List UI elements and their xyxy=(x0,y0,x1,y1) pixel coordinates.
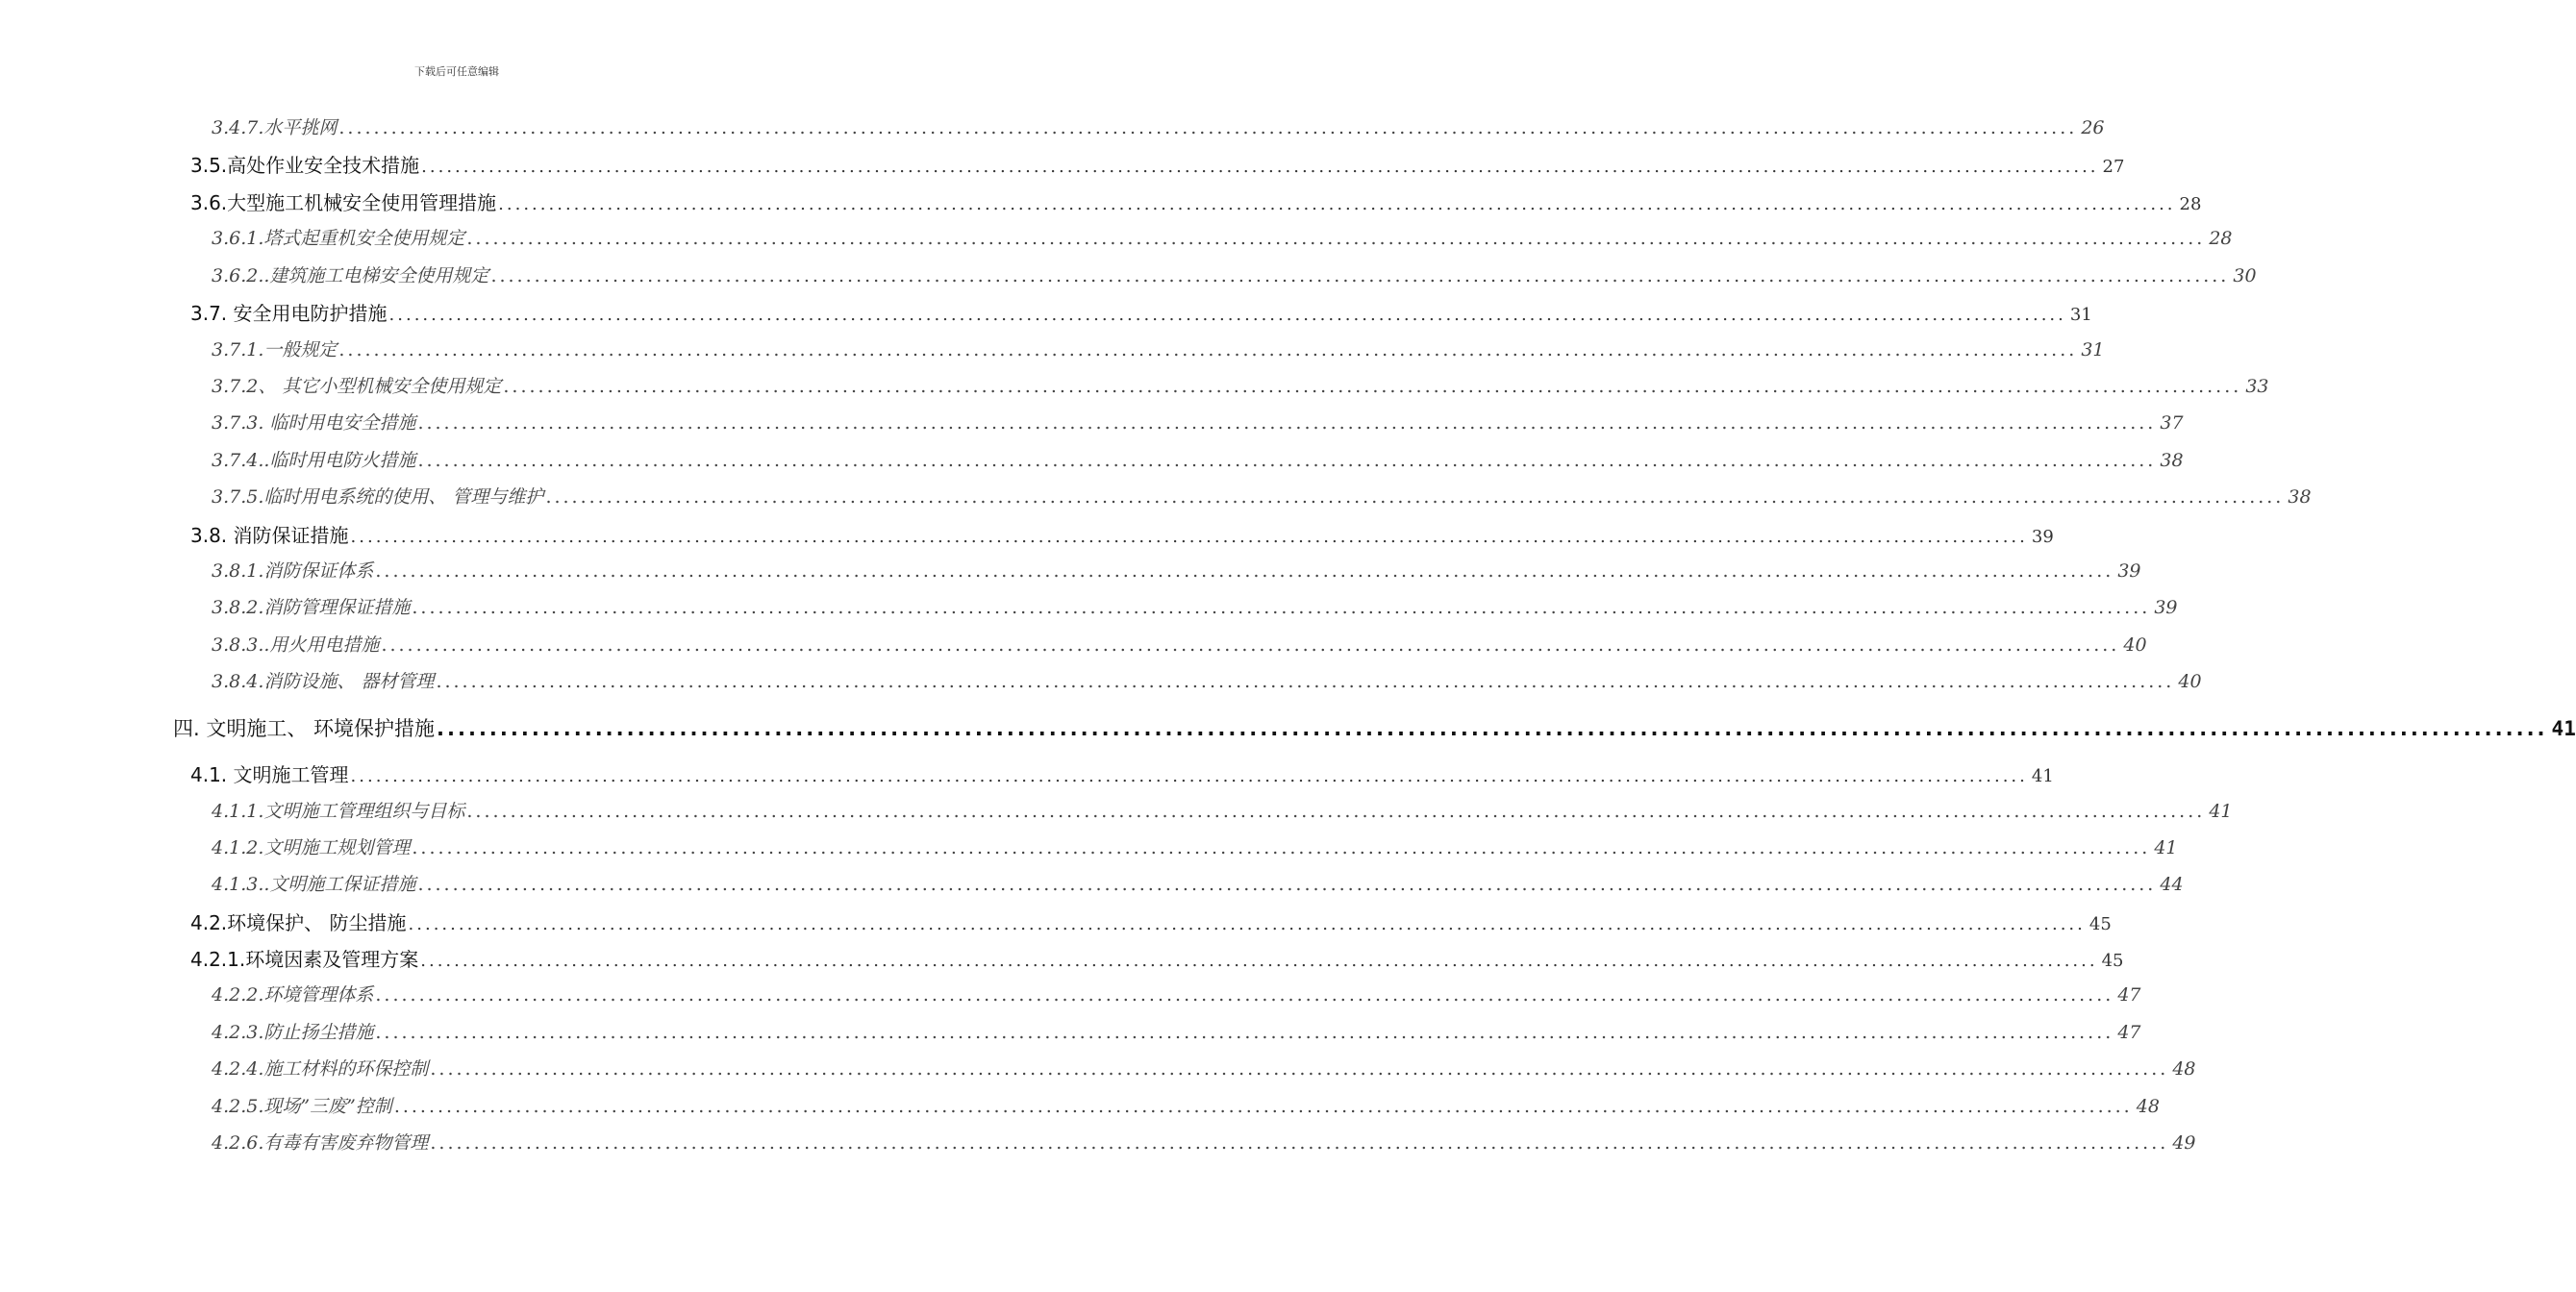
toc-entry[interactable] xyxy=(173,713,2576,742)
toc-entry-label: 3.5.高处作业安全技术措施 xyxy=(190,154,420,177)
toc-dot-leader: ........................................................................................................................................................................................................ xyxy=(408,914,2086,934)
toc-entry[interactable] xyxy=(212,797,2233,823)
toc-entry-label: 四. 文明施工、 环境保护措施 xyxy=(173,717,436,740)
toc-entry-page: 31 xyxy=(2069,305,2092,325)
toc-dot-leader: ........................................................................................................................................................................................................ xyxy=(388,305,2066,325)
toc-entry-page: 26 xyxy=(2081,117,2105,138)
toc-entry[interactable] xyxy=(212,557,2141,583)
toc-entry-label: 3.7.2、 其它小型机械安全使用规定 xyxy=(212,376,502,397)
toc-entry[interactable] xyxy=(190,520,2054,548)
toc-entry-page: 37 xyxy=(2160,412,2184,434)
toc-entry-page: 38 xyxy=(2288,486,2312,508)
page-header: 下载后可任意编辑 xyxy=(414,65,499,78)
toc-dot-leader: ........................................................................................................................................................................................................ xyxy=(437,717,2548,740)
toc-dot-leader: ........................................................................................................................................................................................................ xyxy=(430,1058,2169,1080)
toc-entry-label: 3.7.3. 临时用电安全措施 xyxy=(212,412,416,434)
toc-dot-leader: ........................................................................................................................................................................................................ xyxy=(350,527,2028,547)
toc-entry[interactable] xyxy=(212,833,2178,859)
toc-entry[interactable] xyxy=(212,446,2184,472)
toc-entry-label: 4.2.6.有毒有害废弃物管理 xyxy=(212,1132,429,1154)
toc-entry-label: 3.6.大型施工机械安全使用管理措施 xyxy=(190,191,497,214)
toc-entry-label: 4.2.环境保护、 防尘措施 xyxy=(190,911,407,934)
toc-entry[interactable] xyxy=(212,1092,2160,1118)
toc-dot-leader: ........................................................................................................................................................................................................ xyxy=(375,1022,2114,1043)
toc-entry[interactable] xyxy=(212,483,2312,509)
toc-entry[interactable] xyxy=(212,870,2184,896)
toc-entry[interactable] xyxy=(212,1018,2141,1044)
toc-dot-leader: ........................................................................................................................................................................................................ xyxy=(338,117,2078,138)
toc-entry[interactable] xyxy=(190,298,2092,326)
toc-entry-page: 40 xyxy=(2123,634,2147,656)
toc-entry-label: 4.2.3.防止扬尘措施 xyxy=(212,1022,374,1043)
toc-entry[interactable] xyxy=(190,759,2054,787)
toc-entry-page: 27 xyxy=(2102,157,2125,177)
toc-entry[interactable] xyxy=(190,907,2112,935)
toc-entry[interactable] xyxy=(212,224,2233,250)
toc-entry-page: 48 xyxy=(2172,1058,2196,1080)
toc-entry-page: 41 xyxy=(2154,837,2178,858)
toc-dot-leader: ........................................................................................................................................................................................................ xyxy=(417,874,2157,895)
toc-entry-label: 4.2.4.施工材料的环保控制 xyxy=(212,1058,429,1080)
toc-entry-page: 28 xyxy=(2209,228,2233,249)
toc-entry-page: 30 xyxy=(2233,265,2257,286)
toc-entry[interactable] xyxy=(212,372,2269,398)
toc-entry-page: 49 xyxy=(2172,1132,2196,1154)
toc-entry[interactable] xyxy=(212,631,2147,657)
toc-entry-page: 33 xyxy=(2245,376,2269,397)
toc-entry-label: 3.8.2.消防管理保证措施 xyxy=(212,597,411,618)
toc-entry[interactable] xyxy=(212,335,2105,361)
toc-entry[interactable] xyxy=(212,981,2141,1006)
toc-entry-label: 3.8. 消防保证措施 xyxy=(190,524,349,547)
toc-entry-label: 4.1.2.文明施工规划管理 xyxy=(212,837,411,858)
toc-dot-leader: ........................................................................................................................................................................................................ xyxy=(417,450,2157,471)
toc-entry-page: 47 xyxy=(2117,1022,2141,1043)
toc-dot-leader: ........................................................................................................................................................................................................ xyxy=(381,634,2120,656)
toc-entry-page: 41 xyxy=(2551,717,2576,740)
toc-dot-leader: ........................................................................................................................................................................................................ xyxy=(466,801,2206,822)
toc-entry-label: 3.8.3..用火用电措施 xyxy=(212,634,380,656)
toc-entry[interactable] xyxy=(190,187,2202,215)
toc-entry-page: 38 xyxy=(2160,450,2184,471)
toc-entry[interactable] xyxy=(212,1055,2196,1081)
toc-entry-label: 3.7.4..临时用电防火措施 xyxy=(212,450,416,471)
toc-entry-label: 4.2.5.现场”三废”控制 xyxy=(212,1096,392,1117)
toc-entry-label: 3.6.1.塔式起重机安全使用规定 xyxy=(212,228,465,249)
toc-entry[interactable] xyxy=(212,113,2105,139)
toc-dot-leader: ........................................................................................................................................................................................................ xyxy=(417,412,2157,434)
toc-dot-leader: ........................................................................................................................................................................................................ xyxy=(498,194,2176,214)
toc-dot-leader: ........................................................................................................................................................................................................ xyxy=(545,486,2285,508)
toc-entry-label: 3.4.7.水平挑网 xyxy=(212,117,338,138)
toc-dot-leader: ........................................................................................................................................................................................................ xyxy=(421,157,2099,177)
toc-entry[interactable] xyxy=(212,667,2202,693)
toc-entry-label: 4.2.1.环境因素及管理方案 xyxy=(190,948,419,971)
toc-entry[interactable] xyxy=(212,593,2178,619)
toc-entry-page: 39 xyxy=(2154,597,2178,618)
toc-dot-leader: ........................................................................................................................................................................................................ xyxy=(503,376,2242,397)
toc-dot-leader: ........................................................................................................................................................................................................ xyxy=(375,560,2114,582)
toc-dot-leader: ........................................................................................................................................................................................................ xyxy=(412,837,2151,858)
toc-dot-leader: ........................................................................................................................................................................................................ xyxy=(412,597,2151,618)
toc-entry[interactable] xyxy=(190,150,2125,178)
toc-entry-label: 3.8.1.消防保证体系 xyxy=(212,560,374,582)
toc-entry[interactable] xyxy=(190,944,2124,972)
toc-entry-label: 4.1. 文明施工管理 xyxy=(190,763,349,786)
toc-entry-label: 3.6.2..建筑施工电梯安全使用规定 xyxy=(212,265,489,286)
toc-entry-page: 41 xyxy=(2209,801,2233,822)
toc-entry-page: 47 xyxy=(2117,984,2141,1006)
toc-dot-leader: ........................................................................................................................................................................................................ xyxy=(338,339,2078,360)
toc-entry-label: 3.7.5.临时用电系统的使用、 管理与维护 xyxy=(212,486,544,508)
toc-entry-label: 3.7. 安全用电防护措施 xyxy=(190,302,388,325)
toc-dot-leader: ........................................................................................................................................................................................................ xyxy=(436,671,2175,692)
toc-dot-leader: ........................................................................................................................................................................................................ xyxy=(466,228,2206,249)
toc-entry-label: 3.7.1.一般规定 xyxy=(212,339,338,360)
toc-entry-label: 4.1.1.文明施工管理组织与目标 xyxy=(212,801,465,822)
toc-dot-leader: ........................................................................................................................................................................................................ xyxy=(420,951,2098,971)
toc-entry-page: 39 xyxy=(2117,560,2141,582)
toc-entry-label: 3.8.4.消防设施、 器材管理 xyxy=(212,671,435,692)
toc-dot-leader: ........................................................................................................................................................................................................ xyxy=(430,1132,2169,1154)
toc-entry-page: 40 xyxy=(2178,671,2202,692)
toc-entry-page: 44 xyxy=(2160,874,2184,895)
toc-entry[interactable] xyxy=(212,409,2184,435)
toc-entry-page: 28 xyxy=(2179,194,2202,214)
toc-dot-leader: ........................................................................................................................................................................................................ xyxy=(350,766,2028,786)
toc-entry-page: 45 xyxy=(2101,951,2124,971)
toc-entry-page: 45 xyxy=(2088,914,2112,934)
toc-entry-page: 41 xyxy=(2031,766,2054,786)
toc-entry-page: 48 xyxy=(2136,1096,2160,1117)
toc-entry-page: 39 xyxy=(2031,527,2054,547)
toc-dot-leader: ........................................................................................................................................................................................................ xyxy=(375,984,2114,1006)
toc-dot-leader: ........................................................................................................................................................................................................ xyxy=(393,1096,2133,1117)
toc-entry[interactable] xyxy=(212,1129,2196,1155)
toc-dot-leader: ........................................................................................................................................................................................................ xyxy=(490,265,2230,286)
toc-entry[interactable] xyxy=(212,261,2257,287)
toc-entry-label: 4.2.2.环境管理体系 xyxy=(212,984,374,1006)
toc-entry-page: 31 xyxy=(2081,339,2105,360)
toc-entry-label: 4.1.3..文明施工保证措施 xyxy=(212,874,416,895)
